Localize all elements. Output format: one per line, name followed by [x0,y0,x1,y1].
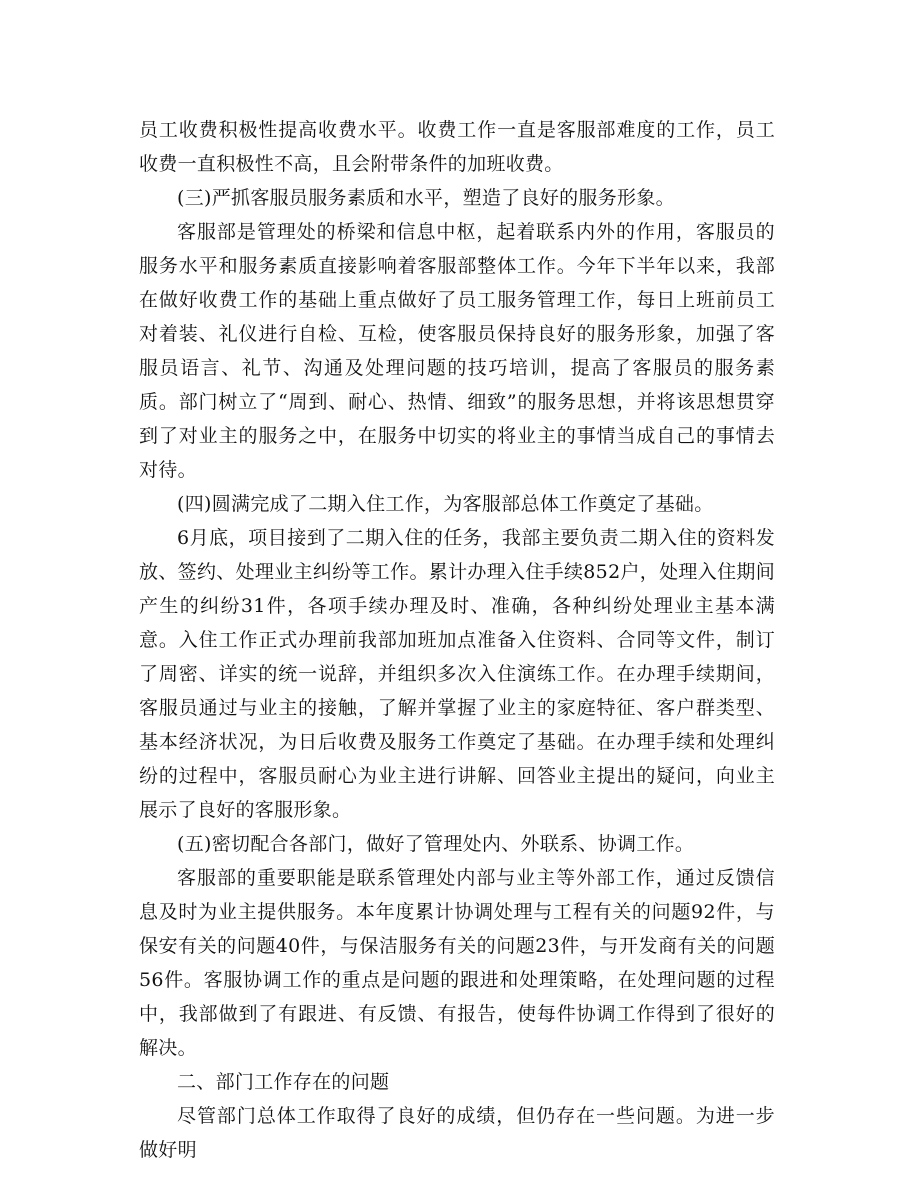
heading-section-4: (四)圆满完成了二期入住工作，为客服部总体工作奠定了基础。 [177,493,714,515]
paragraph-phase-two: 6月底，项目接到了二期入住的任务，我部主要负责二期入住的资料发放、签约、处理业主纠纷等工作。累计办理入住手续852户，处理入住期间产生的纠纷31件，各项手续办理及时、准确，各种纠纷处理业主基本满意。入住工作正式办理前我部加班加点准备入住资料、合同等文件，制订了周密、详实的统一说辞，并组织多次入住演练工作。在办理手续期间，客服员通过与业主的接触，了解并掌握了业主的家庭特征、客户群类型、基本经济状况，为日后收费及服务工作奠定了基础。在办理手续和处理纠纷的过程中，客服员耐心为业主进行讲解、回答业主提出的疑问，向业主展示了良好的客服形象。 [139,527,775,821]
heading-problems: 二、部门工作存在的问题 [177,1071,390,1093]
paragraph-service-quality: 客服部是管理处的桥梁和信息中枢，起着联系内外的作用，客服员的服务水平和服务素质直接影响着客服部整体工作。今年下半年以来，我部在做好收费工作的基础上重点做好了员工服务管理工作，每日上班前员工对着装、礼仪进行自检、互检，使客服员保持良好的服务形象，加强了客服员语言、礼节、沟通及处理问题的技巧培训，提高了客服员的服务素质。部门树立了“周到、耐心、热情、细致”的服务思想，并将该思想贯穿到了对业主的服务之中，在服务中切实的将业主的事情当成自己的事情去对待。 [139,221,775,481]
heading-section-5: (五)密切配合各部门，做好了管理处内、外联系、协调工作。 [177,833,695,855]
paragraph-continuation: 员工收费积极性提高收费水平。收费工作一直是客服部难度的工作，员工收费一直积极性不高，且会附带条件的加班收费。 [139,119,775,175]
paragraph-problems-intro: 尽管部门总体工作取得了良好的成绩，但仍存在一些问题。为进一步做好明 [139,1105,775,1161]
heading-section-3: (三)严抓客服员服务素质和水平，塑造了良好的服务形象。 [177,187,675,209]
paragraph-coordination: 客服部的重要职能是联系管理处内部与业主等外部工作，通过反馈信息及时为业主提供服务。本年度累计协调处理与工程有关的问题92件，与保安有关的问题40件，与保洁服务有关的问题23件，与开发商有关的问题56件。客服协调工作的重点是问题的跟进和处理策略，在处理问题的过程中，我部做到了有跟进、有反馈、有报告，使每件协调工作得到了很好的解决。 [139,867,775,1059]
document-body [139,113,775,1167]
